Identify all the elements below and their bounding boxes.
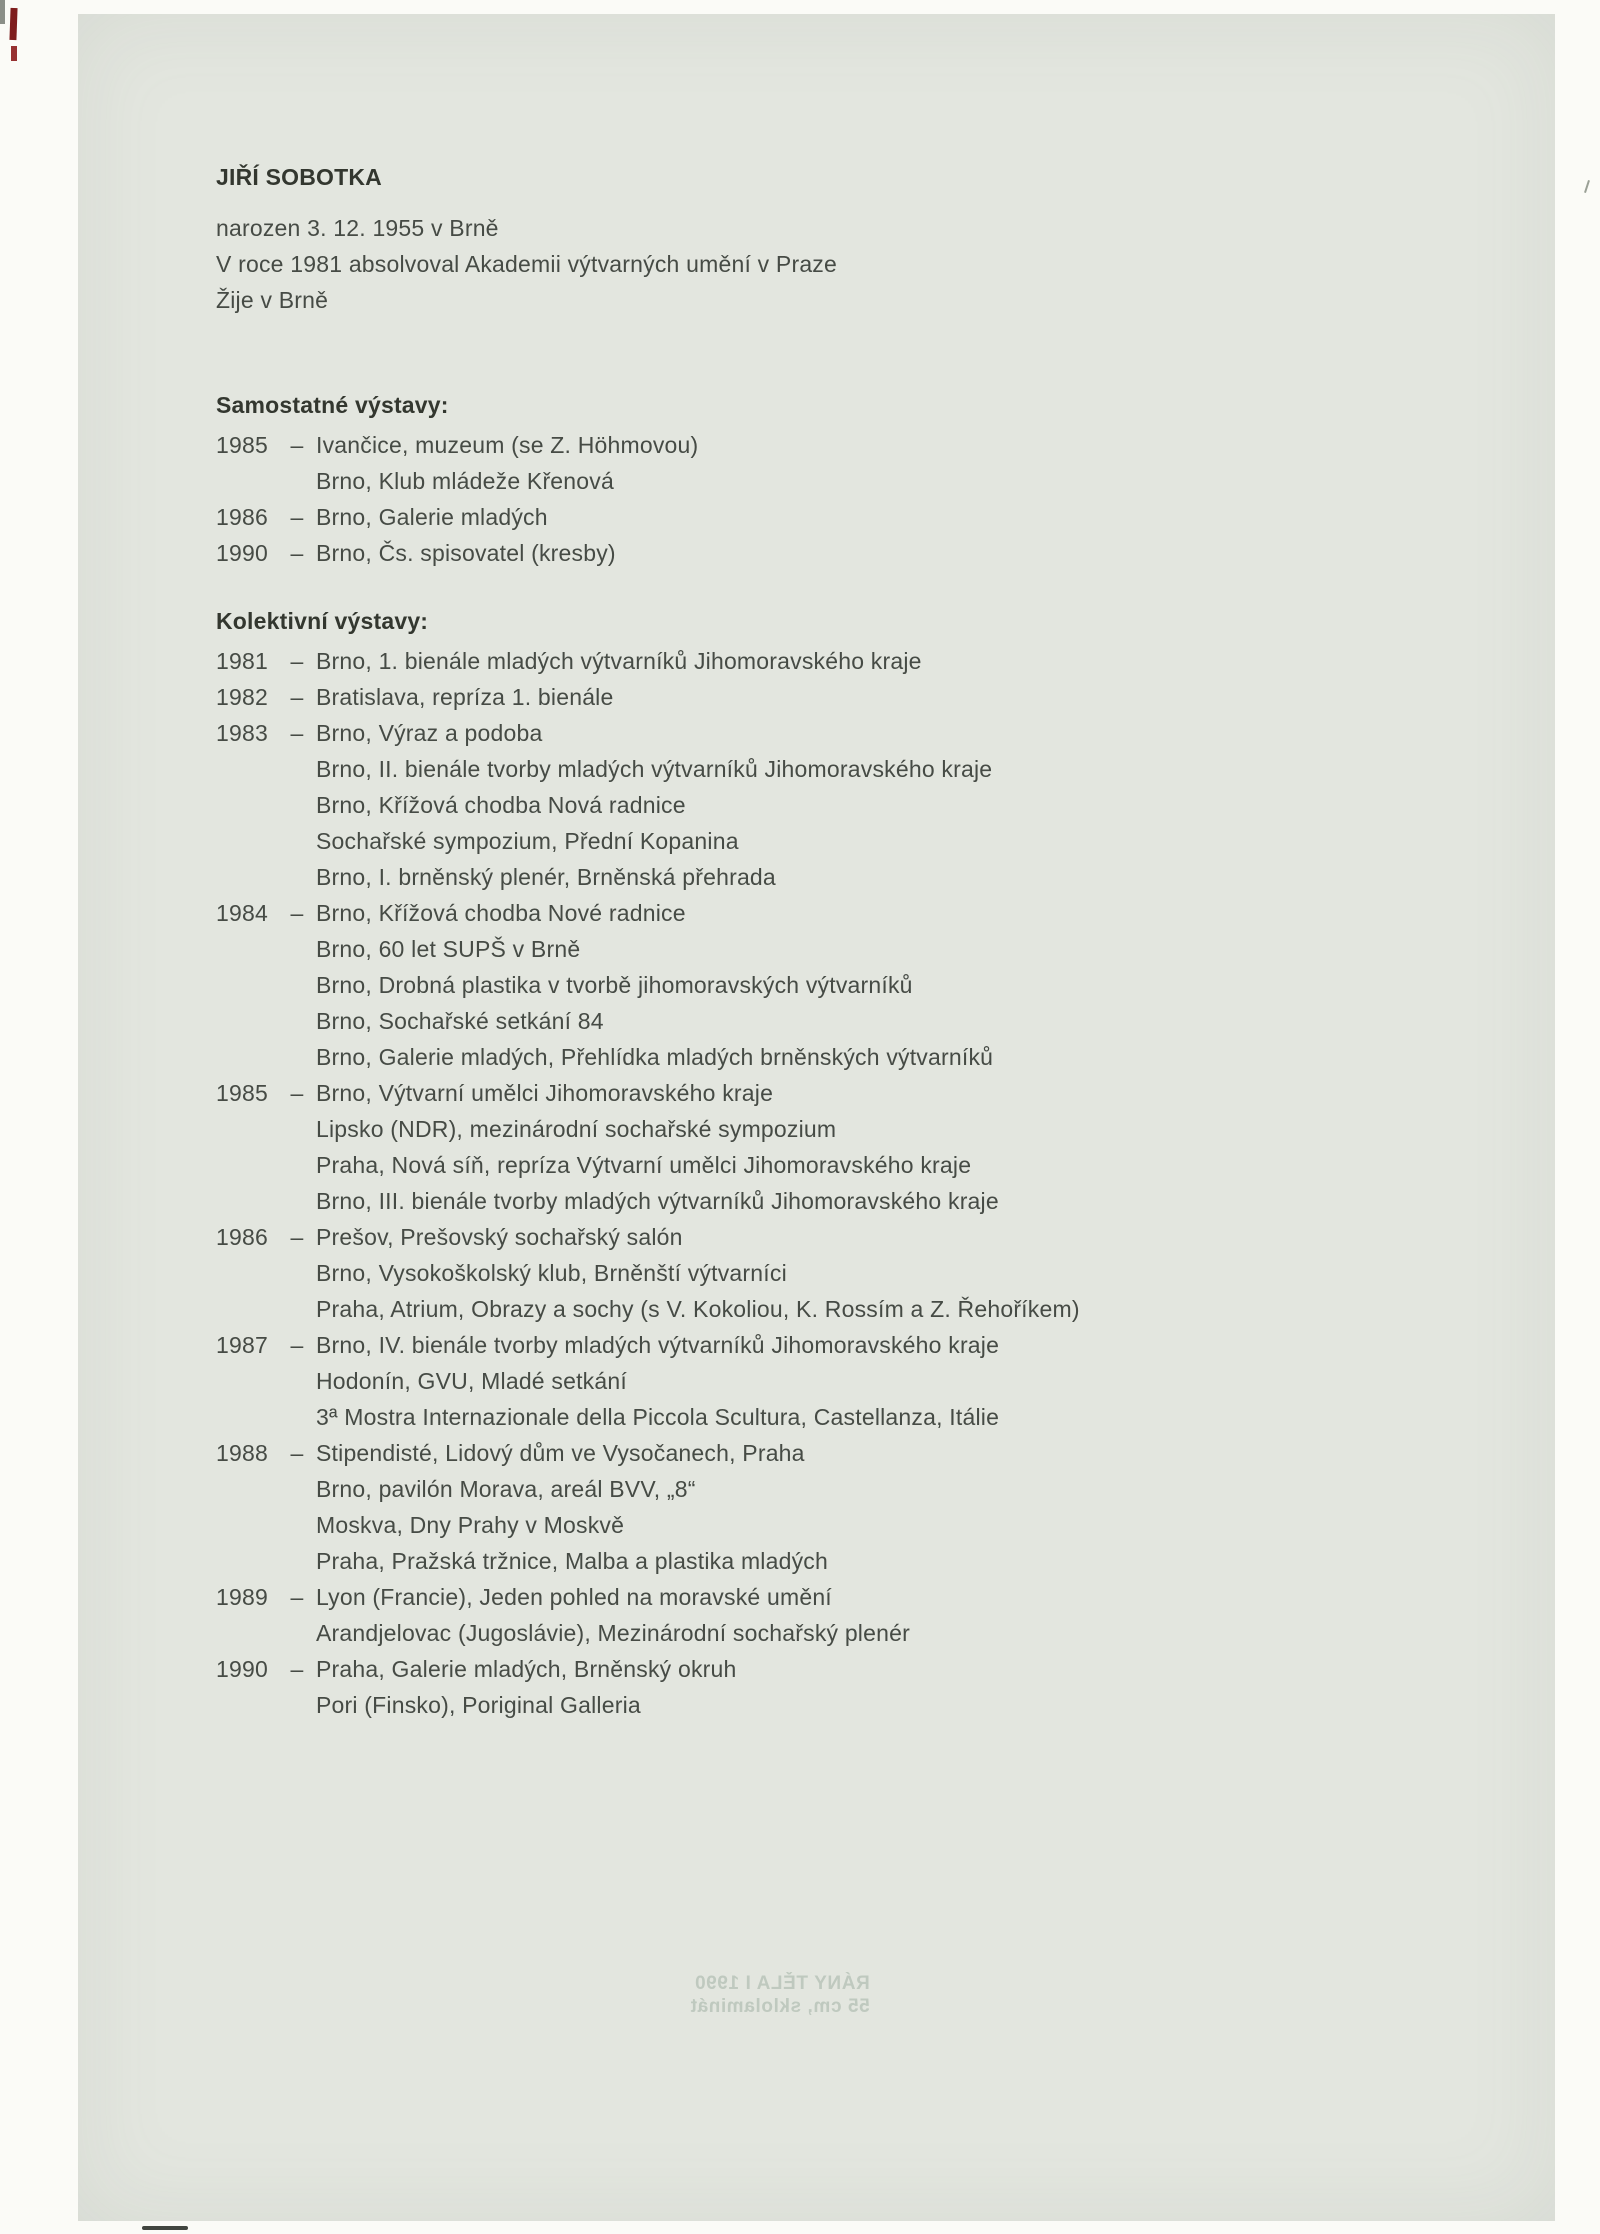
entry-line: Lyon (Francie), Jeden pohled na moravské umění xyxy=(316,1584,832,1610)
entry-dash: – xyxy=(290,432,304,458)
bio-line: V roce 1981 absolvoval Akademii výtvarných umění v Praze xyxy=(216,251,838,277)
entry-year: 1989 xyxy=(216,1584,268,1610)
section-solo-exhibitions xyxy=(216,387,1080,571)
entry-dash: – xyxy=(290,684,304,710)
entry-dash: – xyxy=(290,1440,304,1466)
entry-line: Brno, Klub mládeže Křenová xyxy=(316,468,614,494)
entry-line: Brno, Drobná plastika v tvorbě jihomoravských výtvarníků xyxy=(316,972,913,998)
exhibition-entry xyxy=(216,1219,1080,1327)
show-through-line: 55 cm, sklolaminát xyxy=(690,1996,870,2017)
exhibition-entry xyxy=(216,427,1080,499)
entry-line: Stipendisté, Lidový dům ve Vysočanech, Praha xyxy=(316,1440,805,1466)
entry-year: 1990 xyxy=(216,1656,268,1682)
show-through-text xyxy=(690,1972,870,2018)
entry-year: 1984 xyxy=(216,900,268,926)
entry-line: Brno, Výtvarní umělci Jihomoravského kraje xyxy=(316,1080,774,1106)
entry-year: 1985 xyxy=(216,432,268,458)
document-content xyxy=(216,159,1080,1723)
page-title: JIŘÍ SOBOTKA xyxy=(216,164,382,190)
entry-line: Brno, IV. bienále tvorby mladých výtvarníků Jihomoravského kraje xyxy=(316,1332,1000,1358)
exhibition-entry xyxy=(216,715,1080,895)
entry-year: 1987 xyxy=(216,1332,268,1358)
entry-line: Brno, Galerie mladých, Přehlídka mladých brněnských výtvarníků xyxy=(316,1044,994,1070)
entry-line: Brno, 1. bienále mladých výtvarníků Jihomoravského kraje xyxy=(316,648,922,674)
entry-dash: – xyxy=(290,900,304,926)
entry-year: 1981 xyxy=(216,648,268,674)
entry-line: Bratislava, repríza 1. bienále xyxy=(316,684,614,710)
exhibition-entry xyxy=(216,535,1080,571)
entry-line: Brno, Vysokoškolský klub, Brněnští výtvarníci xyxy=(316,1260,787,1286)
entry-line: Moskva, Dny Prahy v Moskvě xyxy=(316,1512,625,1538)
entry-lines xyxy=(316,1435,828,1579)
entry-lines xyxy=(316,427,698,499)
entry-line: Brno, III. bienále tvorby mladých výtvarníků Jihomoravského kraje xyxy=(316,1188,999,1214)
entry-lines xyxy=(316,1327,999,1435)
entry-dash: – xyxy=(290,648,304,674)
entry-line: Brno, I. brněnský plenér, Brněnská přehrada xyxy=(316,864,776,890)
entry-line: Brno, pavilón Morava, areál BVV, „8“ xyxy=(316,1476,696,1502)
entry-line: Arandjelovac (Jugoslávie), Mezinárodní sochařský plenér xyxy=(316,1620,910,1646)
entry-dash: – xyxy=(290,1080,304,1106)
entry-line: Praha, Pražská tržnice, Malba a plastika mladých xyxy=(316,1548,828,1574)
entry-line: Praha, Atrium, Obrazy a sochy (s V. Kokoliou, K. Rossím a Z. Řehoříkem) xyxy=(316,1296,1080,1322)
entry-dash: – xyxy=(290,1332,304,1358)
exhibition-entry xyxy=(216,1579,1080,1651)
bio-line: Žije v Brně xyxy=(216,287,329,313)
entry-dash: – xyxy=(290,1224,304,1250)
entry-line: Ivančice, muzeum (se Z. Höhmovou) xyxy=(316,432,699,458)
entry-line: Brno, Křížová chodba Nové radnice xyxy=(316,900,686,926)
entry-year: 1982 xyxy=(216,684,268,710)
entry-lines xyxy=(316,715,992,895)
scan-artifact-corner xyxy=(0,0,5,24)
entry-line: 3ª Mostra Internazionale della Piccola Scultura, Castellanza, Itálie xyxy=(316,1404,1000,1430)
entry-lines xyxy=(316,499,548,535)
section-group-exhibitions xyxy=(216,603,1080,1723)
show-through-line: RÁNY TĚLA I 1990 xyxy=(694,1973,870,1994)
entry-year: 1983 xyxy=(216,720,268,746)
exhibition-entry xyxy=(216,1435,1080,1579)
exhibition-entry xyxy=(216,895,1080,1075)
entry-line: Brno, Galerie mladých xyxy=(316,504,548,530)
entry-line: Praha, Galerie mladých, Brněnský okruh xyxy=(316,1656,737,1682)
entry-lines xyxy=(316,679,614,715)
entry-line: Brno, Sochařské setkání 84 xyxy=(316,1008,604,1034)
scan-artifact-bottom-dash xyxy=(142,2226,188,2230)
section-heading: Kolektivní výstavy: xyxy=(216,608,429,634)
entry-line: Hodonín, GVU, Mladé setkání xyxy=(316,1368,627,1394)
entry-year: 1985 xyxy=(216,1080,268,1106)
entry-line: Pori (Finsko), Poriginal Galleria xyxy=(316,1692,641,1718)
scan-artifact-red-mark xyxy=(9,8,17,40)
exhibition-entry xyxy=(216,1075,1080,1219)
exhibition-entry xyxy=(216,679,1080,715)
entry-dash: – xyxy=(290,1656,304,1682)
exhibition-entry xyxy=(216,499,1080,535)
entry-lines xyxy=(316,1651,737,1723)
entry-lines xyxy=(316,535,616,571)
entry-dash: – xyxy=(290,1584,304,1610)
entry-line: Prešov, Prešovský sochařský salón xyxy=(316,1224,683,1250)
bio-block xyxy=(216,210,1080,318)
entry-year: 1988 xyxy=(216,1440,268,1466)
entry-lines xyxy=(316,643,922,679)
entry-dash: – xyxy=(290,540,304,566)
exhibition-entry xyxy=(216,1651,1080,1723)
entry-lines xyxy=(316,1219,1080,1327)
scan-artifact-red-mark xyxy=(11,46,17,61)
entry-year: 1986 xyxy=(216,504,268,530)
entry-line: Brno, Výraz a podoba xyxy=(316,720,543,746)
entry-year: 1986 xyxy=(216,1224,268,1250)
entry-line: Brno, II. bienále tvorby mladých výtvarníků Jihomoravského kraje xyxy=(316,756,993,782)
entry-dash: – xyxy=(290,720,304,746)
entry-lines xyxy=(316,895,993,1075)
scan-artifact-speck xyxy=(1584,180,1590,193)
entry-line: Brno, 60 let SUPŠ v Brně xyxy=(316,936,581,962)
bio-line: narozen 3. 12. 1955 v Brně xyxy=(216,215,499,241)
exhibition-entry xyxy=(216,1327,1080,1435)
entry-line: Sochařské sympozium, Přední Kopanina xyxy=(316,828,739,854)
entry-line: Praha, Nová síň, repríza Výtvarní umělci Jihomoravského kraje xyxy=(316,1152,972,1178)
entry-line: Brno, Čs. spisovatel (kresby) xyxy=(316,540,616,566)
entry-year: 1990 xyxy=(216,540,268,566)
exhibition-entry xyxy=(216,643,1080,679)
entry-lines xyxy=(316,1579,910,1651)
entry-lines xyxy=(316,1075,999,1219)
entry-dash: – xyxy=(290,504,304,530)
entry-line: Lipsko (NDR), mezinárodní sochařské sympozium xyxy=(316,1116,837,1142)
entry-line: Brno, Křížová chodba Nová radnice xyxy=(316,792,686,818)
section-heading: Samostatné výstavy: xyxy=(216,392,449,418)
